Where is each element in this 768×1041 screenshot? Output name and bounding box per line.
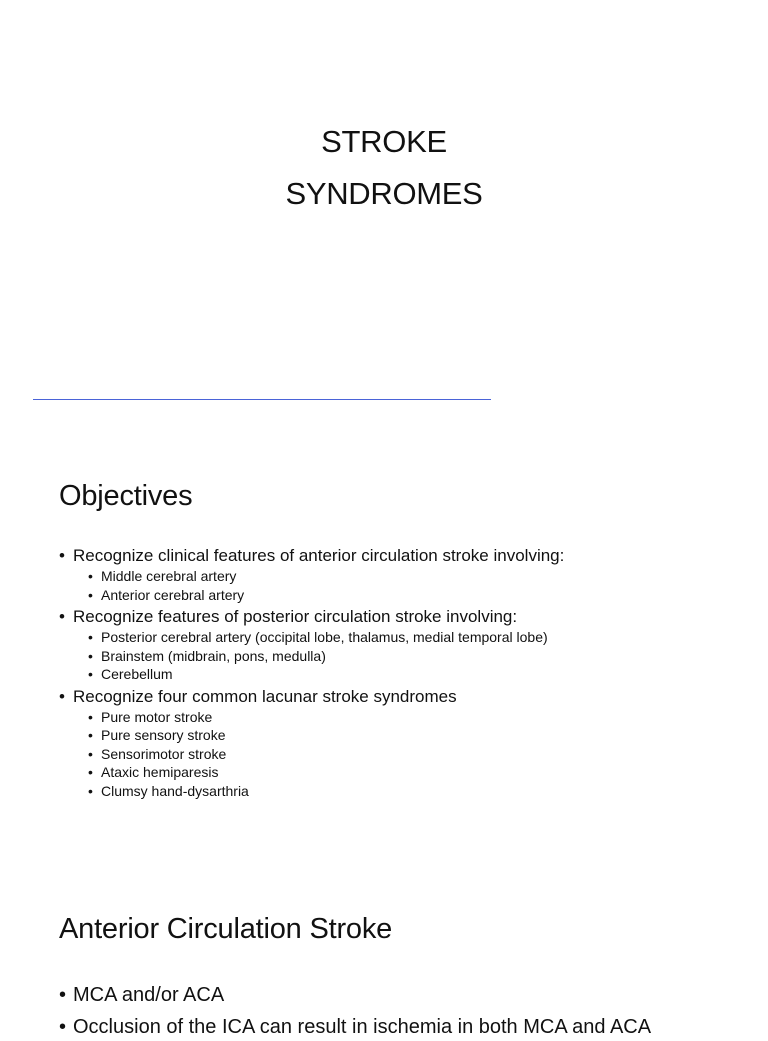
title-line-1: STROKE	[321, 124, 447, 159]
anterior-circulation-heading: Anterior Circulation Stroke	[59, 913, 393, 945]
objectives-heading: Objectives	[59, 480, 193, 512]
anterior-circulation-item: • MCA and/or ACA	[59, 981, 749, 1009]
anterior-circulation-list	[59, 981, 749, 1041]
subitem: • Anterior cerebral artery	[88, 586, 749, 605]
objective-item-lacunar	[59, 685, 749, 801]
anterior-circulation-item: • Occlusion of the ICA can result in ischemia in both MCA and ACA	[59, 1013, 749, 1041]
objective-subitems	[73, 628, 749, 684]
objective-item-posterior	[59, 605, 749, 684]
title-slide	[0, 116, 768, 220]
objective-text: Recognize clinical features of anterior circulation stroke involving:	[73, 546, 565, 565]
objective-subitems	[73, 567, 749, 604]
subitem: • Pure motor stroke	[88, 708, 749, 727]
subitem: • Brainstem (midbrain, pons, medulla)	[88, 647, 749, 666]
subitem: • Posterior cerebral artery (occipital lobe, thalamus, medial temporal lobe)	[88, 628, 749, 647]
objective-text: Recognize features of posterior circulation stroke involving:	[73, 607, 518, 626]
subitem: • Sensorimotor stroke	[88, 745, 749, 764]
title-line-2: SYNDROMES	[285, 176, 483, 211]
objectives-list	[59, 544, 749, 800]
subitem: • Middle cerebral artery	[88, 567, 749, 586]
slide-divider	[33, 399, 491, 400]
objective-text: Recognize four common lacunar stroke syndromes	[73, 686, 457, 706]
subitem: • Clumsy hand-dysarthria	[88, 782, 749, 801]
objective-subitems	[73, 708, 749, 801]
subitem: • Pure sensory stroke	[88, 726, 749, 745]
subitem: • Cerebellum	[88, 665, 749, 684]
subitem: • Ataxic hemiparesis	[88, 763, 749, 782]
objective-item-anterior	[59, 544, 749, 604]
